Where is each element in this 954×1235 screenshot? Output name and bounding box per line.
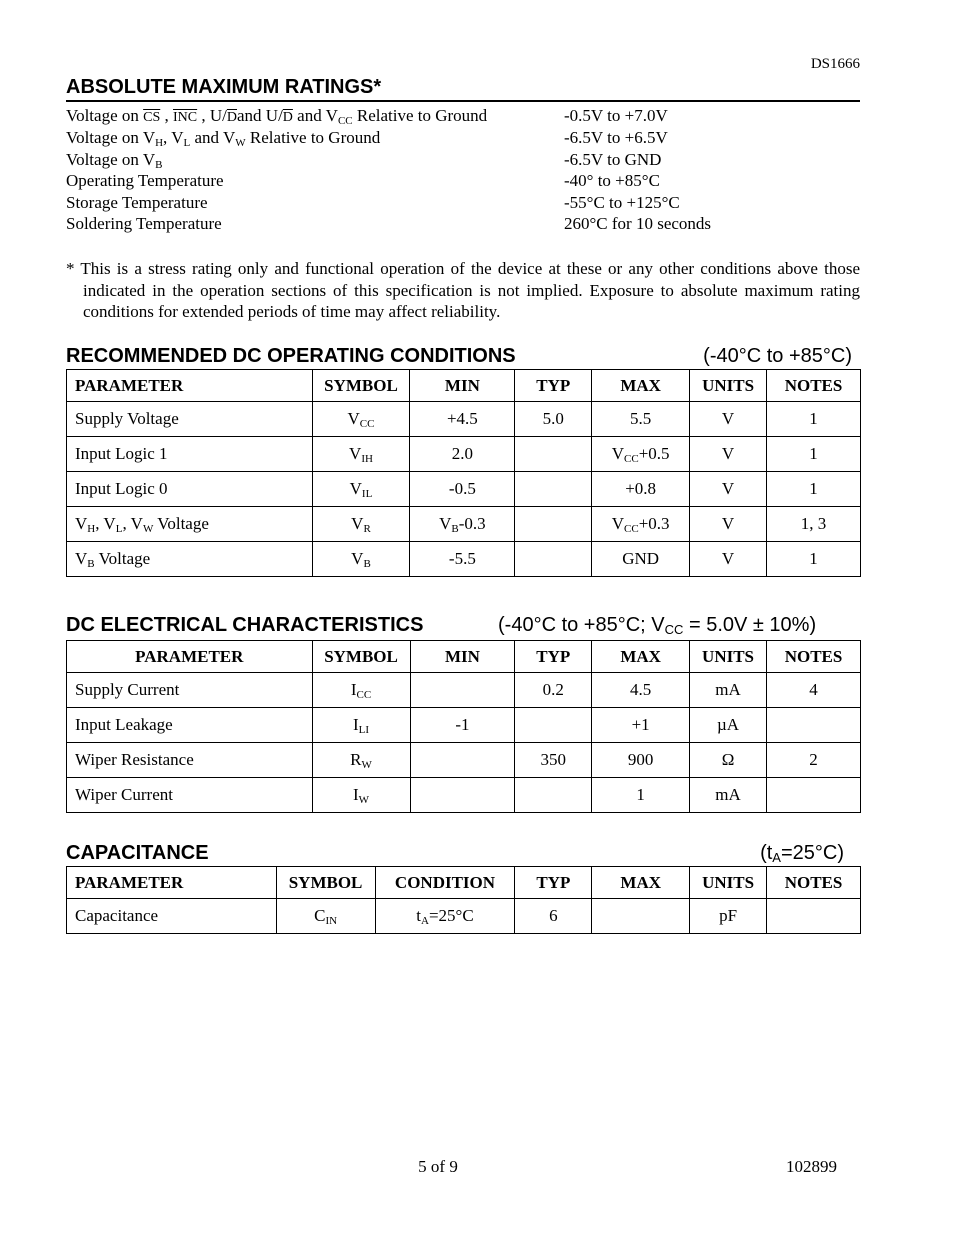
max-cell: 4.5 bbox=[592, 673, 690, 708]
units-cell: Ω bbox=[690, 743, 767, 778]
typ-cell bbox=[515, 542, 592, 577]
column-header: TYP bbox=[515, 641, 592, 673]
column-header: UNITS bbox=[690, 370, 767, 402]
symbol-cell: $R_W$ bbox=[312, 743, 410, 778]
min-cell bbox=[410, 743, 515, 778]
typ-cell bbox=[515, 778, 592, 813]
param-cell: Wiper Resistance bbox=[67, 743, 313, 778]
typ-cell bbox=[515, 708, 592, 743]
max-cell: +1 bbox=[592, 708, 690, 743]
amr-row bbox=[66, 106, 860, 127]
units-cell: V bbox=[690, 437, 767, 472]
max-cell: +0.8 bbox=[592, 472, 690, 507]
symbol-cell: $V_{CC}$ bbox=[312, 402, 410, 437]
typ-cell: 350 bbox=[515, 743, 592, 778]
column-header: TYP bbox=[515, 867, 592, 899]
column-header: MIN bbox=[410, 370, 515, 402]
table-row bbox=[67, 778, 861, 813]
document-code: 102899 bbox=[786, 1157, 837, 1176]
typ-cell bbox=[515, 437, 592, 472]
column-header: SYMBOL bbox=[276, 867, 375, 899]
table-row bbox=[67, 402, 861, 437]
max-cell: 900 bbox=[592, 743, 690, 778]
symbol-cell: $C_{IN}$ bbox=[276, 899, 375, 934]
min-cell: -1 bbox=[410, 708, 515, 743]
rdc-conditions: (-40°C to +85°C) bbox=[703, 345, 852, 367]
min-cell: 2.0 bbox=[410, 437, 515, 472]
cap-conditions: $(t_A=25^\circ C)$ bbox=[760, 842, 844, 865]
column-header: NOTES bbox=[767, 641, 861, 673]
cap-title: CAPACITANCE bbox=[66, 842, 209, 864]
table-row bbox=[67, 437, 861, 472]
units-cell: V bbox=[690, 402, 767, 437]
table-row bbox=[67, 542, 861, 577]
typ-cell bbox=[515, 472, 592, 507]
param-cell: Supply Current bbox=[67, 673, 313, 708]
notes-cell: 4 bbox=[767, 673, 861, 708]
param-cell: $V_H$, $V_L$, $V_W$ Voltage bbox=[67, 507, 313, 542]
rdc-table bbox=[66, 369, 861, 577]
notes-cell: 1 bbox=[767, 437, 861, 472]
notes-cell: 1, 3 bbox=[767, 507, 861, 542]
param-cell: Input Logic 1 bbox=[67, 437, 313, 472]
param-cell: $V_B$ Voltage bbox=[67, 542, 313, 577]
amr-row bbox=[66, 171, 860, 192]
amr-row bbox=[66, 193, 860, 214]
min-cell: +4.5 bbox=[410, 402, 515, 437]
amr-row bbox=[66, 214, 860, 235]
dce-table bbox=[66, 640, 861, 813]
min-cell: -5.5 bbox=[410, 542, 515, 577]
symbol-cell: $I_{LI}$ bbox=[312, 708, 410, 743]
table-row bbox=[67, 673, 861, 708]
notes-cell: 1 bbox=[767, 472, 861, 507]
column-header: NOTES bbox=[767, 370, 861, 402]
cap-table bbox=[66, 866, 861, 934]
amr-title: ABSOLUTE MAXIMUM RATINGS* bbox=[66, 76, 382, 98]
notes-cell: 1 bbox=[767, 542, 861, 577]
units-cell: V bbox=[690, 507, 767, 542]
dce-title: DC ELECTRICAL CHARACTERISTICS bbox=[66, 614, 424, 636]
max-cell: GND bbox=[592, 542, 690, 577]
max-cell: $V_{CC}+0.3$ bbox=[592, 507, 690, 542]
column-header: MAX bbox=[592, 370, 690, 402]
table-header-row bbox=[67, 370, 861, 402]
amr-row bbox=[66, 128, 860, 149]
amr-row bbox=[66, 150, 860, 171]
amr-rule bbox=[66, 100, 860, 102]
units-cell: mA bbox=[690, 673, 767, 708]
notes-cell: 1 bbox=[767, 402, 861, 437]
column-header: PARAMETER bbox=[67, 370, 313, 402]
param-cell: Input Leakage bbox=[67, 708, 313, 743]
param-cell: Wiper Current bbox=[67, 778, 313, 813]
param-cell: Input Logic 0 bbox=[67, 472, 313, 507]
typ-cell: 5.0 bbox=[515, 402, 592, 437]
symbol-cell: $V_R$ bbox=[312, 507, 410, 542]
amr-value: -6.5V to +6.5V bbox=[564, 128, 668, 147]
amr-value: 260°C for 10 seconds bbox=[564, 214, 712, 233]
typ-cell bbox=[515, 507, 592, 542]
min-cell bbox=[410, 778, 515, 813]
symbol-cell: $I_W$ bbox=[312, 778, 410, 813]
table-row bbox=[67, 708, 861, 743]
units-cell: mA bbox=[690, 778, 767, 813]
table-header-row bbox=[67, 641, 861, 673]
rdc-title: RECOMMENDED DC OPERATING CONDITIONS bbox=[66, 345, 516, 367]
dce-conditions: (-40°C to +85°C; $V_{CC} = 5.0V \pm 10\%$) bbox=[498, 614, 817, 637]
units-cell: V bbox=[690, 472, 767, 507]
amr-param: Voltage on $\overline{CS}$ , $\overline{INC}$ , $U/\overline{D}and$ $U/\overline{D}$ and $V_{CC}$ Relative to Ground bbox=[66, 106, 488, 127]
notes-cell bbox=[767, 708, 861, 743]
notes-cell bbox=[767, 899, 861, 934]
max-cell: $V_{CC}+0.5$ bbox=[592, 437, 690, 472]
units-cell: pF bbox=[690, 899, 767, 934]
column-header: SYMBOL bbox=[312, 641, 410, 673]
min-cell: $V_B-0.3$ bbox=[410, 507, 515, 542]
units-cell: µA bbox=[690, 708, 767, 743]
page-number: 5 of 9 bbox=[418, 1157, 458, 1176]
column-header: PARAMETER bbox=[67, 867, 277, 899]
amr-value: -6.5V to GND bbox=[564, 150, 662, 169]
min-cell: -0.5 bbox=[410, 472, 515, 507]
column-header: PARAMETER bbox=[67, 641, 313, 673]
column-header: UNITS bbox=[690, 867, 767, 899]
amr-footnote: * This is a stress rating only and functional operation of the device at these or any other conditions above those indicated in the operation sections of this specification is not implied. Exposure to absolute maximum rating conditions for extended periods of time may affect reliability. bbox=[66, 259, 860, 321]
notes-cell bbox=[767, 778, 861, 813]
column-header: NOTES bbox=[767, 867, 861, 899]
typ-cell: 6 bbox=[515, 899, 592, 934]
symbol-cell: $V_{IH}$ bbox=[312, 437, 410, 472]
column-header: TYP bbox=[515, 370, 592, 402]
amr-value: -55°C to +125°C bbox=[564, 193, 680, 212]
typ-cell: 0.2 bbox=[515, 673, 592, 708]
table-row bbox=[67, 507, 861, 542]
amr-param: Voltage on $V_H$, $V_L$ and $V_W$ Relative to Ground bbox=[66, 128, 381, 149]
param-cell: Capacitance bbox=[67, 899, 277, 934]
amr-param: Storage Temperature bbox=[66, 193, 208, 212]
units-cell: V bbox=[690, 542, 767, 577]
table-header-row bbox=[67, 867, 861, 899]
condition-cell: $t_A=25^\circ C$ bbox=[375, 899, 515, 934]
column-header: MAX bbox=[592, 867, 690, 899]
symbol-cell: $V_B$ bbox=[312, 542, 410, 577]
symbol-cell: $V_{IL}$ bbox=[312, 472, 410, 507]
column-header: CONDITION bbox=[375, 867, 515, 899]
amr-value: -0.5V to +7.0V bbox=[564, 106, 668, 125]
max-cell: 5.5 bbox=[592, 402, 690, 437]
max-cell bbox=[592, 899, 690, 934]
column-header: SYMBOL bbox=[312, 370, 410, 402]
table-row bbox=[67, 743, 861, 778]
max-cell: 1 bbox=[592, 778, 690, 813]
amr-value: -40° to +85°C bbox=[564, 171, 660, 190]
symbol-cell: $I_{CC}$ bbox=[312, 673, 410, 708]
table-row bbox=[67, 899, 861, 934]
column-header: UNITS bbox=[690, 641, 767, 673]
amr-param: Operating Temperature bbox=[66, 171, 224, 190]
notes-cell: 2 bbox=[767, 743, 861, 778]
column-header: MAX bbox=[592, 641, 690, 673]
document-id: DS1666 bbox=[810, 56, 860, 72]
table-row bbox=[67, 472, 861, 507]
amr-param: Soldering Temperature bbox=[66, 214, 222, 233]
column-header: MIN bbox=[410, 641, 515, 673]
param-cell: Supply Voltage bbox=[67, 402, 313, 437]
min-cell bbox=[410, 673, 515, 708]
amr-param: Voltage on $V_B$ bbox=[66, 150, 163, 171]
